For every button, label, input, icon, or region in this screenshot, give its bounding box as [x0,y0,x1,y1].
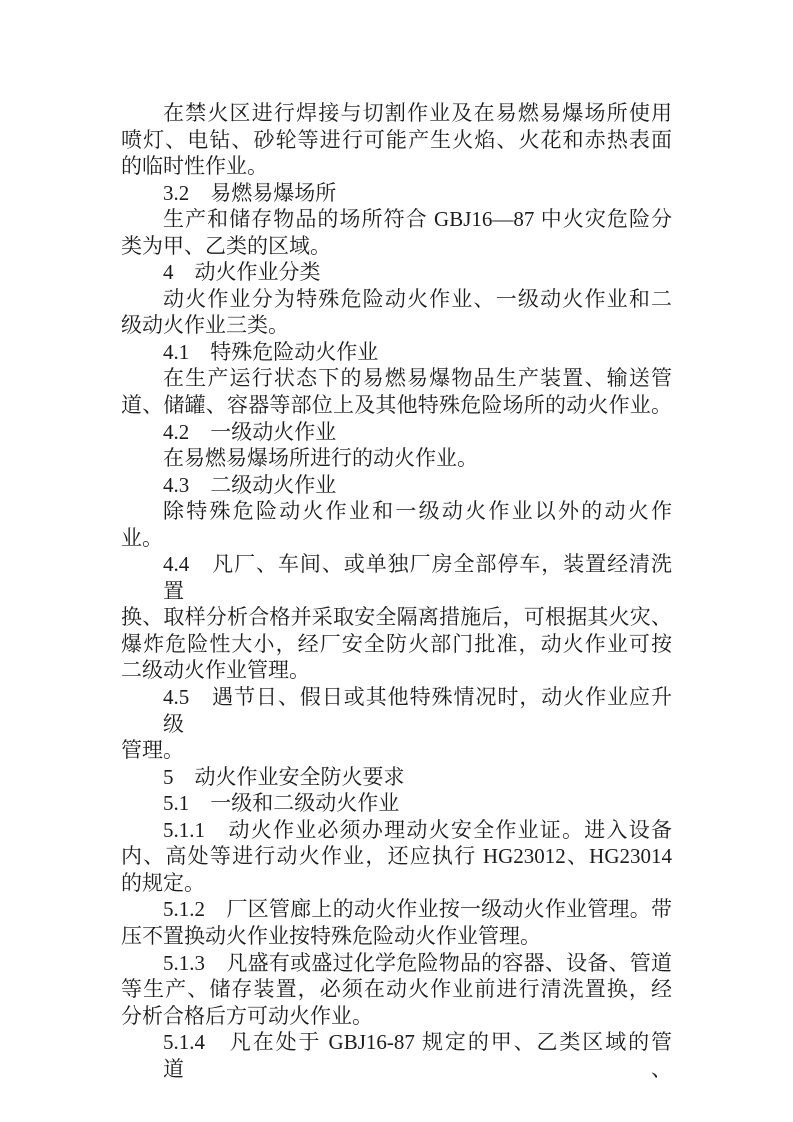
text-line: 5.1.1 动火作业必须办理动火安全作业证。进入设备 [163,817,672,842]
text-line: 类为甲、乙类的区域。 [121,233,331,258]
text-line: 在禁火区进行焊接与切割作业及在易燃易爆场所使用 [163,101,672,125]
text-line: 的规定。 [121,870,205,895]
text-line: 分析合格后方可动火作业。 [121,1003,373,1028]
text-line: 5.1.2 厂区管廊上的动火作业按一级动火作业管理。带 [163,897,672,922]
text-line: 5.1.3 凡盛有或盛过化学危险物品的容器、设备、管道 [163,950,672,975]
text-line: 5 动火作业安全防火要求 [163,764,405,789]
text-line: 4.2 一级动火作业 [163,419,337,444]
text-line: 4 动火作业分类 [163,260,321,285]
text-line: 内、高处等进行动火作业，还应执行 HG23012、HG23014 [121,844,672,869]
text-line: 4.5 遇节日、假日或其他特殊情况时，动火作业应升级 [163,685,672,736]
text-line: 5.1.4 凡在处于 GBJ16-87 规定的甲、乙类区域的管道、 [163,1030,672,1081]
text-line: 等生产、储存装置，必须在动火作业前进行清洗置换，经 [121,977,672,1002]
text-line: 道、储罐、容器等部位上及其他特殊危险场所的动火作业。 [121,393,672,418]
text-line: 4.4 凡厂、车间、或单独厂房全部停车，装置经清洗置 [163,552,672,603]
text-line: 二级动火作业管理。 [121,658,310,683]
text-line: 压不置换动火作业按特殊危险动火作业管理。 [121,923,541,948]
text-line: 3.2 易燃易爆场所 [163,180,337,205]
text-line: 动火作业分为特殊危险动火作业、一级动火作业和二 [163,286,672,311]
text-line: 生产和储存物品的场所符合 GBJ16—87 中火灾危险分 [163,207,672,232]
document-text [121,100,672,1082]
text-line: 的临时性作业。 [121,154,268,179]
text-line: 除特殊危险动火作业和一级动火作业以外的动火作 [163,499,672,524]
text-line: 在易燃易爆场所进行的动火作业。 [163,446,478,471]
text-line: 喷灯、电钻、砂轮等进行可能产生火焰、火花和赤热表面 [121,127,672,152]
text-line: 4.1 特殊危险动火作业 [163,339,379,364]
text-line: 在生产运行状态下的易燃易爆物品生产装置、输送管 [163,366,672,391]
text-line: 4.3 二级动火作业 [163,472,337,497]
text-line: 管理。 [121,738,184,763]
text-line: 级动火作业三类。 [121,313,289,338]
text-line: 5.1 一级和二级动火作业 [163,791,400,816]
text-line: 爆炸危险性大小，经厂安全防火部门批准，动火作业可按 [121,631,672,656]
text-line: 换、取样分析合格并采取安全隔离措施后，可根据其火灾、 [121,605,672,630]
text-line: 业。 [121,525,163,550]
